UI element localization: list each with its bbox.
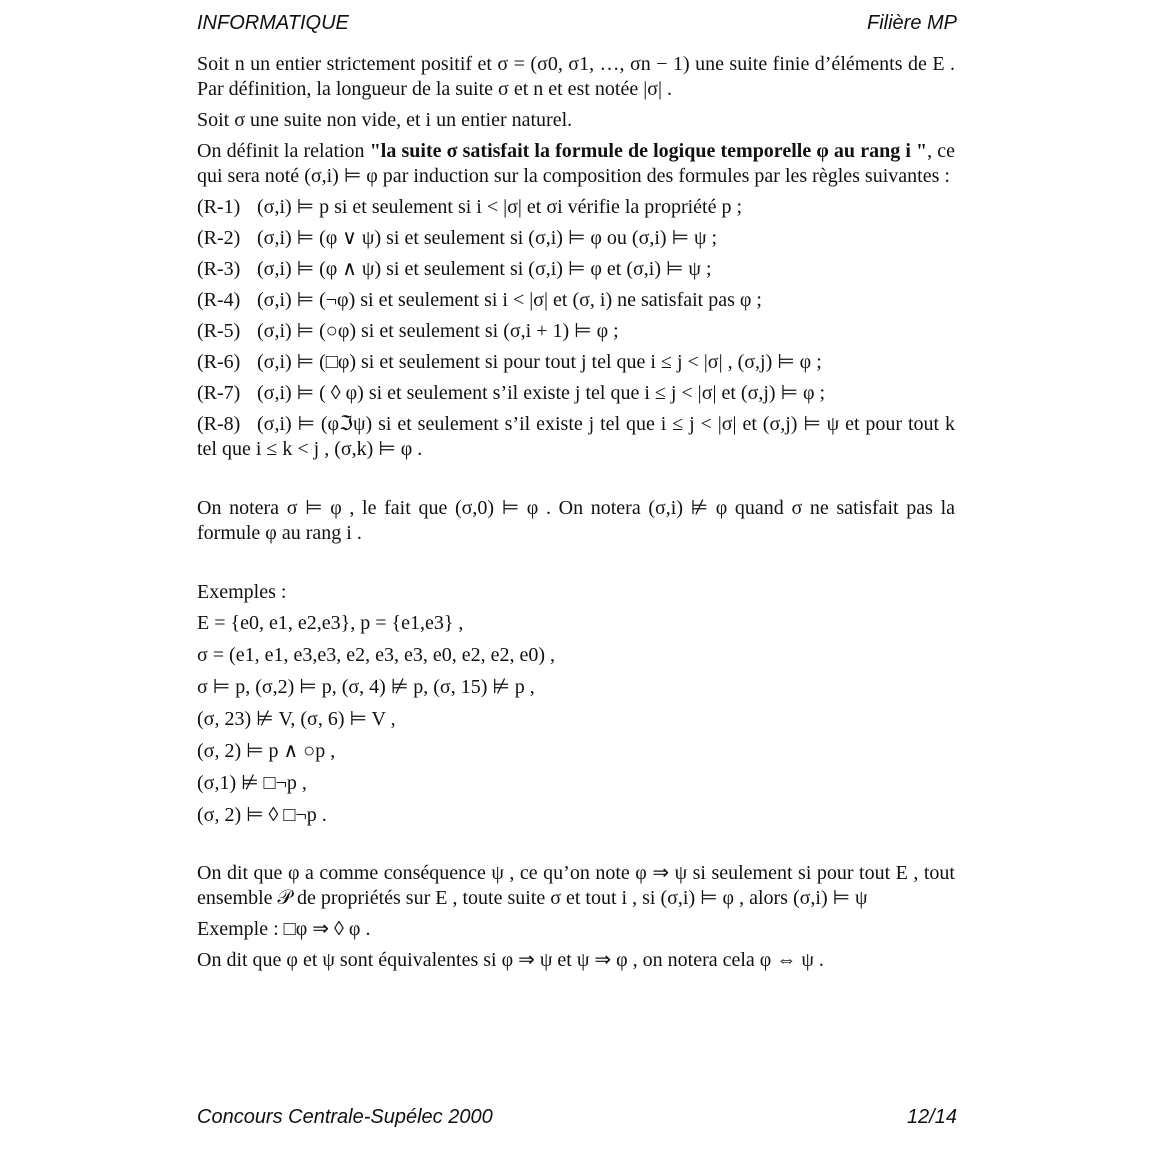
spacer — [197, 552, 955, 580]
example-line-4: (σ, 23) ⊭ V, (σ, 6) ⊨ V , — [197, 708, 396, 730]
header-subject: INFORMATIQUE — [197, 12, 349, 34]
rule-id: (R-1) — [197, 196, 241, 218]
consequence-example: Exemple : □φ ⇒ ◊ φ . — [197, 918, 371, 940]
rule-text: (σ,i) ⊨ p si et seulement si i < |σ| et σi vérifie la propriété p ; — [257, 196, 743, 218]
example-line-5: (σ, 2) ⊨ p ∧ ○p , — [197, 740, 336, 762]
consequence-paragraph: On dit que φ a comme conséquence ψ , ce qu’on note φ ⇒ ψ si seulement si pour tout E , tout ensemble 𝒫 de propriétés sur E , toute suite σ et tout i , si (σ,i) ⊨ φ , alors (σ,i) ⊨ ψ — [197, 862, 955, 909]
example-line-7: (σ, 2) ⊨ ◊ □¬p . — [197, 804, 327, 826]
rule-id: (R-8) — [197, 413, 241, 435]
example-line-6: (σ,1) ⊭ □¬p , — [197, 772, 307, 794]
spacer — [197, 835, 955, 861]
page-header — [197, 12, 957, 38]
intro-paragraph-3-pre: On définit la relation — [197, 140, 370, 162]
rule-text: (σ,i) ⊨ (¬φ) si et seulement si i < |σ| et (σ, i) ne satisfait pas φ ; — [257, 289, 762, 311]
intro-paragraph-1: Soit n un entier strictement positif et σ = (σ0, σ1, …, σn − 1) une suite finie d’éléments de E . Par définition, la longueur de la suite σ et n et est notée |σ| . — [197, 53, 955, 100]
rule-text: (σ,i) ⊨ (φ ∧ ψ) si et seulement si (σ,i) ⊨ φ et (σ,i) ⊨ ψ ; — [257, 258, 712, 280]
rule-id: (R-4) — [197, 289, 241, 311]
rule-id: (R-6) — [197, 351, 241, 373]
rule-r3 — [197, 257, 955, 282]
footer-page-number: 12/14 — [906, 1106, 957, 1128]
rule-id: (R-7) — [197, 382, 241, 404]
footer-contest: Concours Centrale-Supélec 2000 — [197, 1106, 493, 1128]
rule-text: (σ,i) ⊨ (φ ∨ ψ) si et seulement si (σ,i) ⊨ φ ou (σ,i) ⊨ ψ ; — [257, 227, 718, 249]
rule-id: (R-2) — [197, 227, 241, 249]
rule-text: (σ,i) ⊨ (□φ) si et seulement si pour tout j tel que i ≤ j < |σ| , (σ,j) ⊨ φ ; — [257, 351, 822, 373]
rule-r1 — [197, 195, 955, 220]
rule-r6 — [197, 350, 955, 375]
intro-paragraph-3 — [197, 139, 955, 189]
example-line-1: E = {e0, e1, e2,e3}, p = {e1,e3} , — [197, 612, 464, 634]
spacer — [197, 468, 955, 496]
rule-r8 — [197, 412, 955, 462]
rule-text: (σ,i) ⊨ (○φ) si et seulement si (σ,i + 1) ⊨ φ ; — [257, 320, 619, 342]
page-body — [197, 52, 955, 979]
rule-id: (R-5) — [197, 320, 241, 342]
rule-r4 — [197, 288, 955, 313]
rule-text: (σ,i) ⊨ ( ◊ φ) si et seulement s’il existe j tel que i ≤ j < |σ| et (σ,j) ⊨ φ ; — [257, 382, 826, 404]
example-line-2: σ = (e1, e1, e3,e3, e2, e3, e3, e0, e2, e2, e0) , — [197, 644, 556, 666]
rule-id: (R-3) — [197, 258, 241, 280]
example-line-3: σ ⊨ p, (σ,2) ⊨ p, (σ, 4) ⊭ p, (σ, 15) ⊭ p , — [197, 676, 535, 698]
intro-paragraph-3-post: , ce qui sera noté (σ,i) ⊨ φ par induction sur la composition des formules par les règles suivantes : — [197, 140, 955, 187]
notation-paragraph: On notera σ ⊨ φ , le fait que (σ,0) ⊨ φ . On notera (σ,i) ⊭ φ quand σ ne satisfait pas la formule φ au rang i . — [197, 497, 955, 544]
rule-r2 — [197, 226, 955, 251]
rule-text: (σ,i) ⊨ (φℑψ) si et seulement s’il existe j tel que i ≤ j < |σ| et (σ,j) ⊨ ψ et pour tout k tel que i ≤ k < j , (σ,k) ⊨ φ . — [197, 413, 955, 460]
intro-paragraph-3-bold: "la suite σ satisfait la formule de logique temporelle φ au rang i " — [369, 140, 928, 162]
header-track: Filière MP — [866, 12, 957, 34]
rule-r5 — [197, 319, 955, 344]
intro-paragraph-2: Soit σ une suite non vide, et i un entier naturel. — [197, 109, 573, 131]
rule-r7 — [197, 381, 955, 406]
examples-title: Exemples : — [197, 581, 287, 603]
page-footer — [197, 1106, 957, 1132]
equivalence-paragraph: On dit que φ et ψ sont équivalentes si φ ⇒ ψ et ψ ⇒ φ , on notera cela φ ⇔ ψ . — [197, 949, 824, 971]
